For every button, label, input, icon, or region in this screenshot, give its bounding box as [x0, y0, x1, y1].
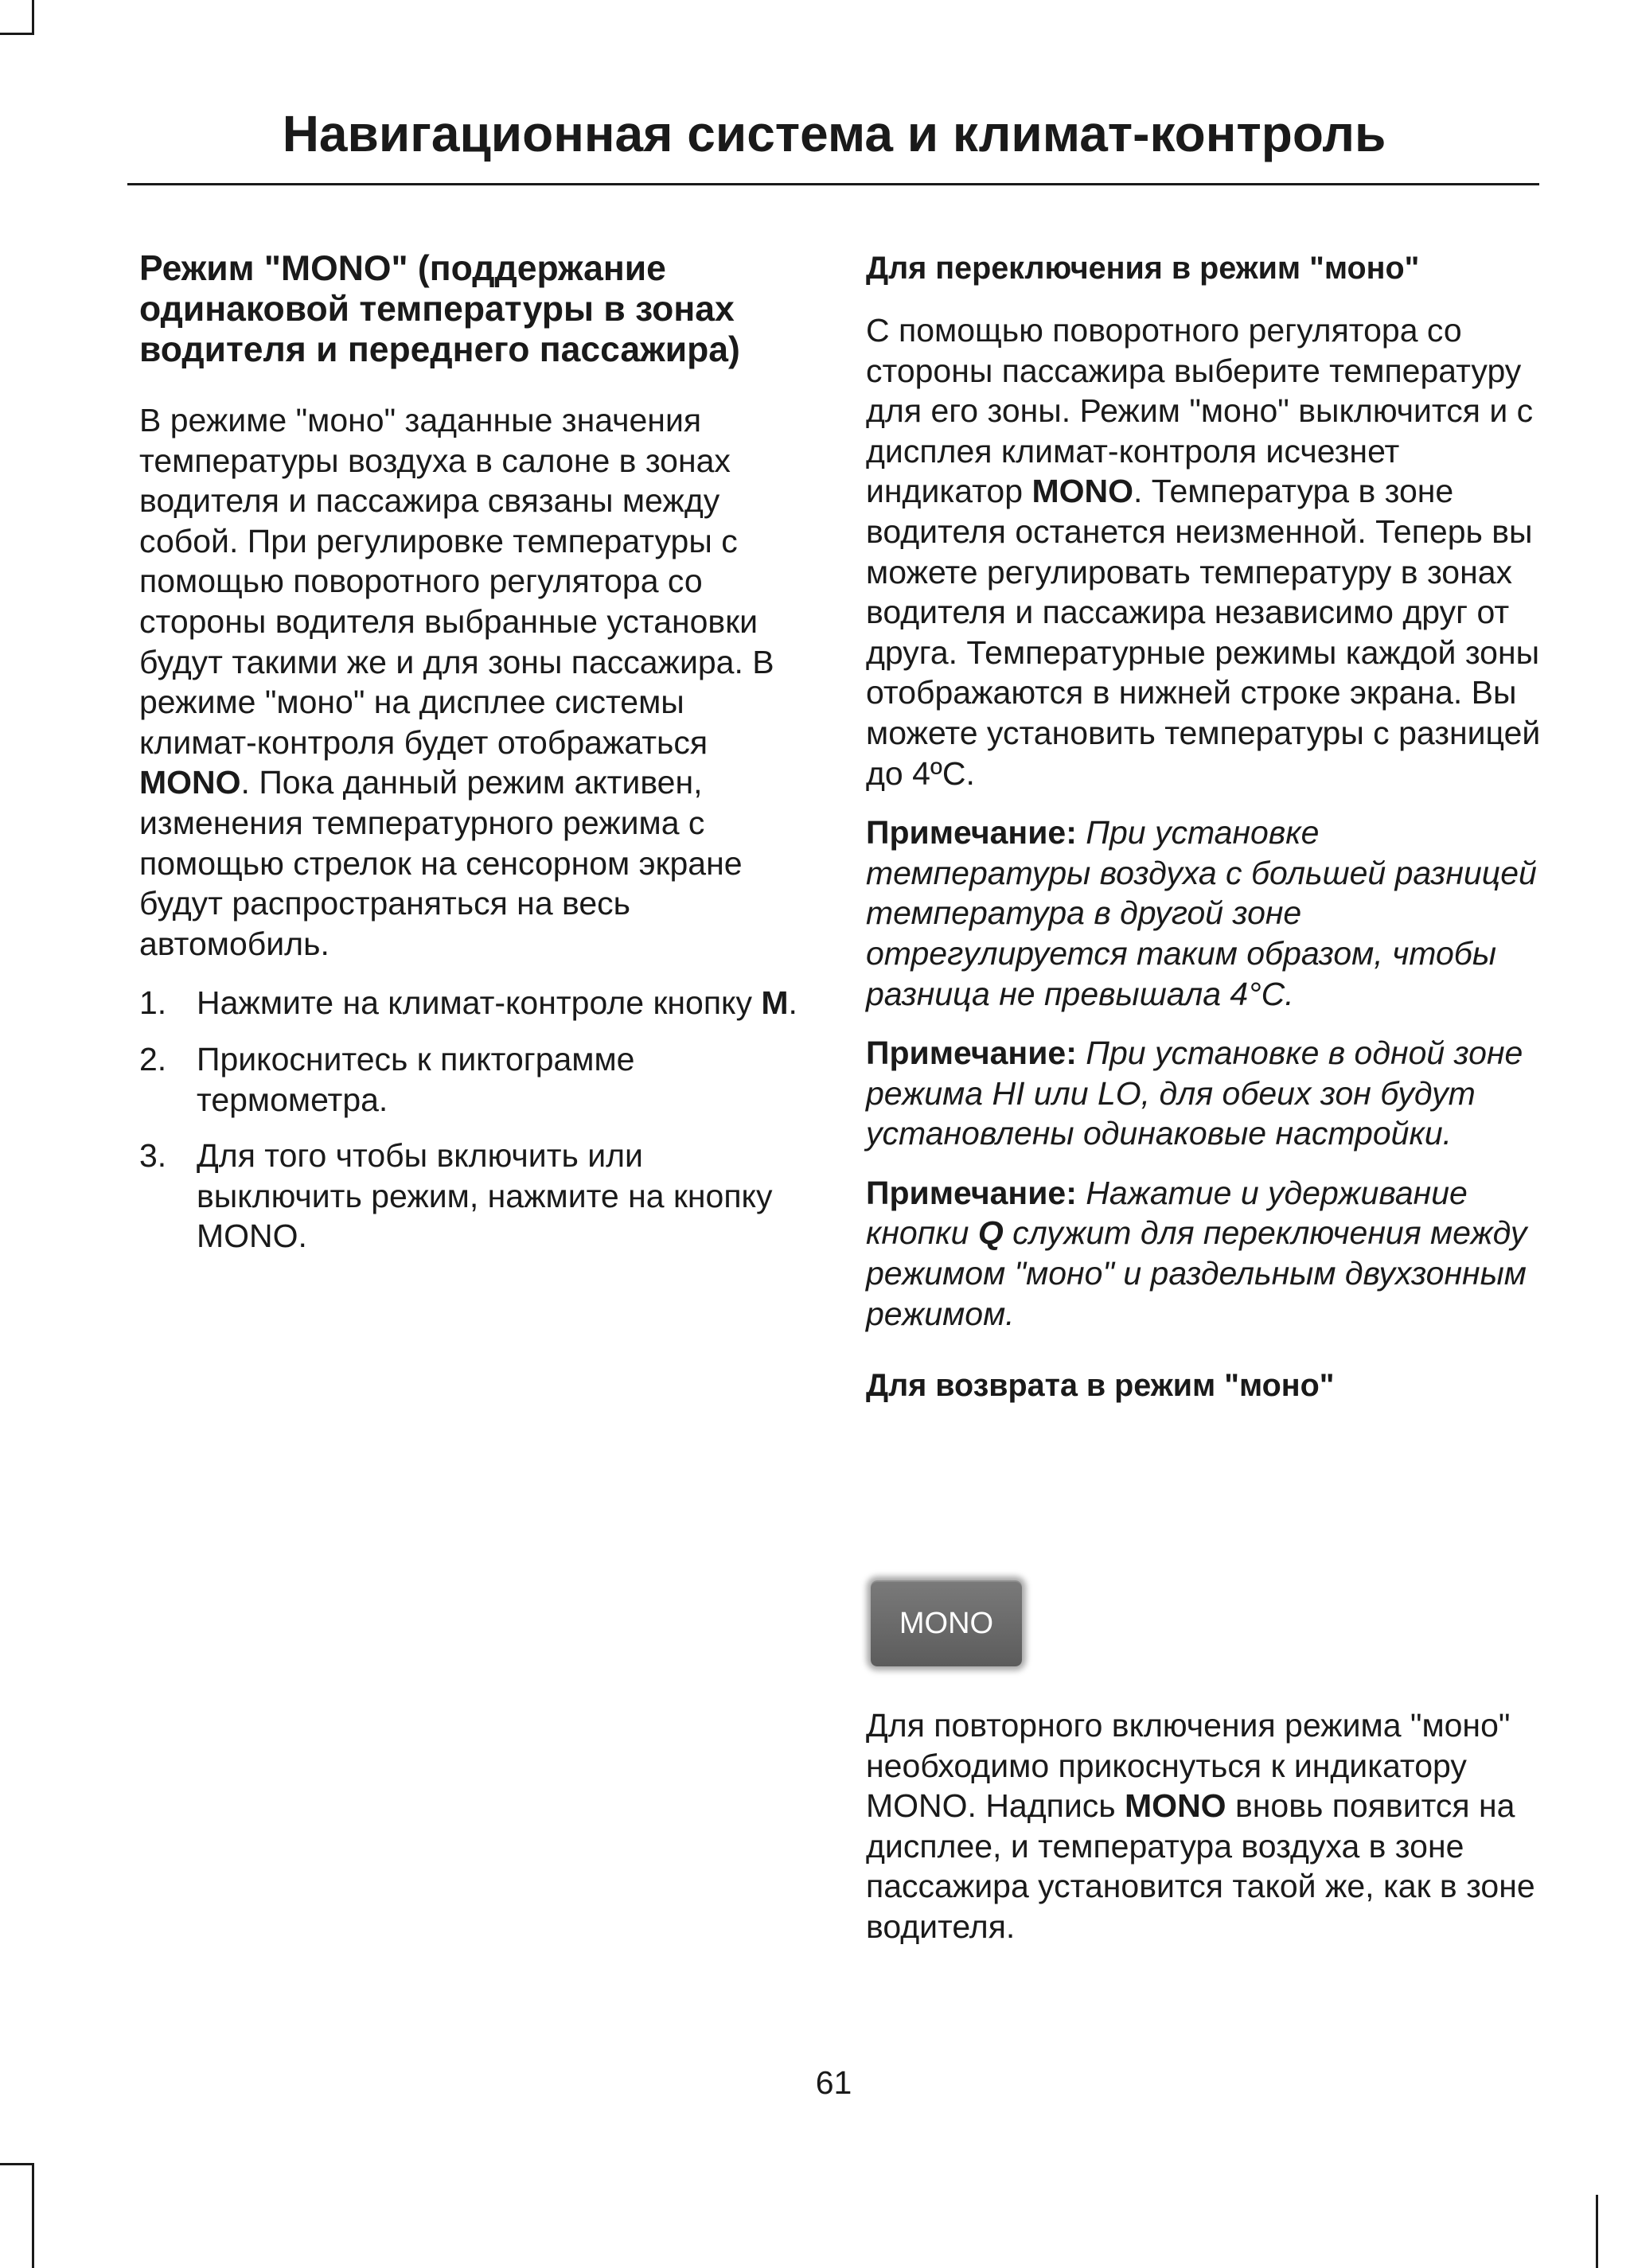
page-title: Навигационная система и климат-контроль — [282, 105, 1386, 162]
return-text: Для повторного включения режима "моно" необходимо прикоснуться к индикатору MONO. Надпись — [866, 1707, 1511, 1825]
return-text-continued: вновь появится на дисплее, и температура воздуха в зоне пассажира установится такой же, как в зоне водителя. — [866, 1787, 1535, 1945]
crop-mark-top-left-v — [32, 0, 34, 35]
step-number: 1. — [139, 984, 167, 1022]
step-number: 3. — [139, 1137, 167, 1175]
switch-text: С помощью поворотного регулятора со стороны пассажира выберите температуру для его зоны. Режим "моно" выключится и с дисплея климат-контроля исчезнет индикатор — [866, 312, 1534, 510]
note-key: Q — [977, 1214, 1004, 1252]
step-number: 2. — [139, 1040, 167, 1077]
mono-term: MONO — [1125, 1787, 1226, 1825]
mono-term: MONO — [139, 764, 241, 801]
note-paragraph — [866, 813, 1542, 1014]
mono-term: MONO — [1031, 473, 1133, 510]
step-item — [139, 1136, 808, 1257]
note-text: При установке в одной зоне режима HI или LO, для обеих зон будут установлены одинаковые настройки. — [866, 1035, 1523, 1152]
title-rule — [127, 183, 1539, 185]
note-paragraph — [866, 1033, 1542, 1154]
intro-text-continued: . Пока данный режим активен, изменения температурного режима с помощью стрелок на сенсорном экране будут распространяться на весь автомобиль. — [139, 764, 743, 962]
right-column — [866, 248, 1542, 1428]
return-paragraph — [866, 1705, 1542, 1947]
note-label: Примечание: — [866, 814, 1077, 851]
switch-paragraph — [866, 310, 1542, 793]
page-number: 61 — [815, 2064, 852, 2101]
step-text: Нажмите на климат-контроле кнопку — [197, 984, 762, 1022]
step-key: M — [761, 984, 789, 1022]
steps-list — [139, 983, 808, 1257]
note-paragraph — [866, 1173, 1542, 1334]
note-text: При установке температуры воздуха с большей разницей температура в другой зоне отрегулируется таким образом, чтобы разница не превышала 4°C. — [866, 814, 1537, 1012]
switch-text-continued: . Температура в зоне водителя останется неизменной. Теперь вы можете регулировать температуру в зонах водителя и пассажира независимо друг от друга. Температурные режимы каждой зоны отображаются в нижней строке экрана. Вы можете установить температуры с разницей до 4ºC. — [866, 473, 1541, 792]
intro-text: В режиме "моно" заданные значения температуры воздуха в салоне в зонах водителя и пассажира связаны между собой. При регулировке температуры с помощью поворотного регулятора со стороны водителя выбранные установки будут такими же и для зоны пассажира. В режиме "моно" на дисплее системы климат-контроля будет отображаться — [139, 402, 774, 761]
step-text-end: . — [788, 984, 797, 1022]
crop-mark-bottom-right-v — [1596, 2195, 1598, 2268]
crop-mark-bottom-left-v — [32, 2163, 34, 2268]
mono-button-illustration: MONO — [871, 1580, 1022, 1666]
note-label: Примечание: — [866, 1174, 1077, 1211]
intro-paragraph — [139, 400, 808, 964]
note-label: Примечание: — [866, 1035, 1077, 1072]
left-column — [139, 248, 808, 1272]
section-heading-mono: Режим "MONO" (поддержание одинаковой температуры в зонах водителя и переднего пассажира) — [139, 249, 740, 369]
step-text: Для того чтобы включить или выключить режим, нажмите на кнопку MONO. — [197, 1137, 773, 1255]
switch-heading: Для переключения в режим "моно" — [866, 251, 1420, 286]
return-block — [866, 1705, 1542, 1947]
crop-mark-top-left-h — [0, 33, 34, 35]
step-item — [139, 983, 808, 1023]
step-item — [139, 1039, 808, 1120]
note-text: Нажатие и удерживание кнопки — [866, 1174, 1468, 1252]
return-heading: Для возврата в режим "моно" — [866, 1368, 1335, 1404]
note-text-continued: служит для переключения между режимом "моно" и раздельным двухзонным режимом. — [866, 1214, 1527, 1332]
crop-mark-bottom-left-h — [0, 2163, 34, 2165]
step-text: Прикоснитесь к пиктограмме термометра. — [197, 1040, 635, 1118]
